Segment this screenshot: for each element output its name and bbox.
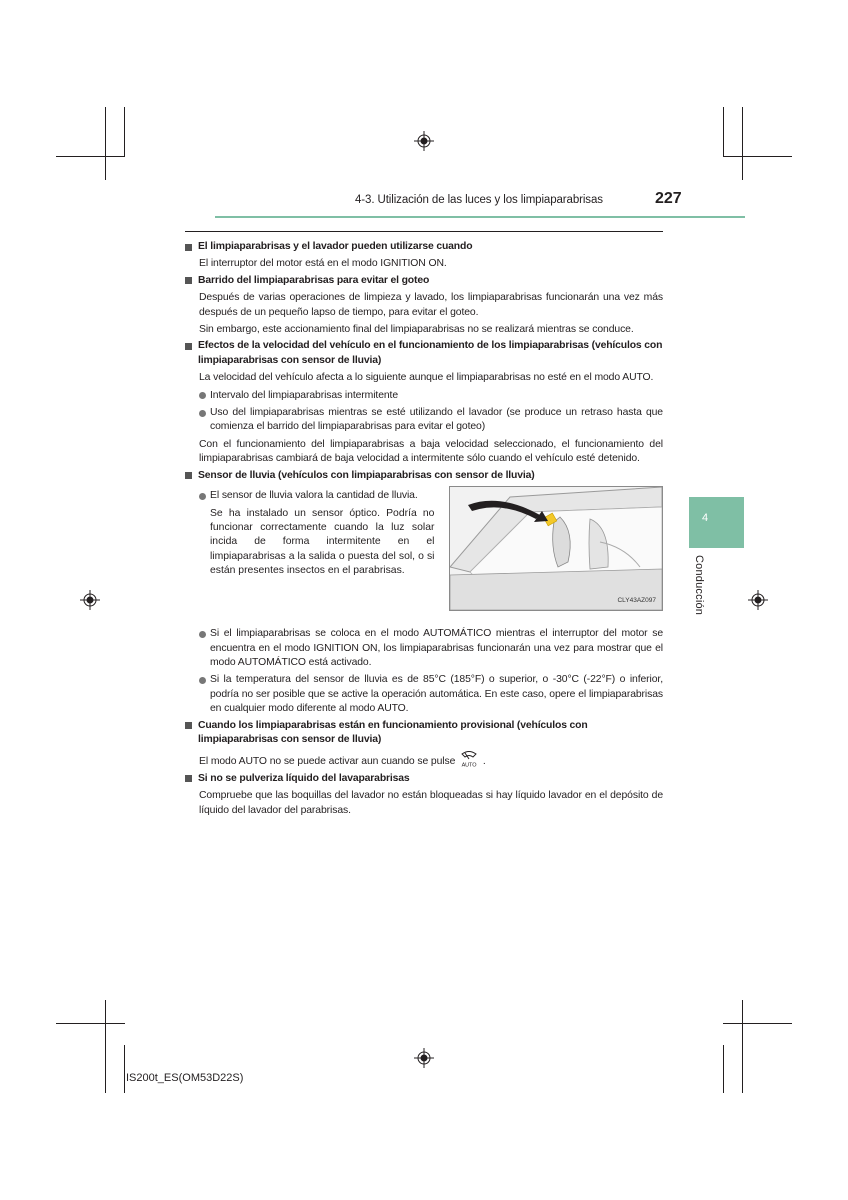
list-item: Si la temperatura del sensor de lluvia es de 85°C (185°F) o superior, o -30°C (-22°F) o inferior, podría no ser posible que se active la operación automática. En este caso, opere el limpiaparabrisas en cualquier modo diferente al modo AUTO. [185, 673, 663, 716]
list-item: Intervalo del limpiaparabrisas intermitente [185, 389, 663, 403]
paragraph: Se ha instalado un sensor óptico. Podría no funcionar correctamente cuando la luz solar incida de forma intermitente en el limpiaparabrisas a la salida o puesta del sol, o si están presentes insectos en el parabrisas. [210, 507, 435, 577]
square-bullet-icon [185, 775, 192, 782]
section-heading: Si no se pulveriza líquido del lavaparabrisas [185, 772, 663, 786]
list-item: El sensor de lluvia valora la cantidad de lluvia. [185, 489, 434, 503]
square-bullet-icon [185, 244, 192, 251]
section-heading: Sensor de lluvia (vehículos con limpiaparabrisas con sensor de lluvia) [185, 469, 663, 483]
wiper-auto-label: AUTO [461, 762, 477, 769]
registration-mark-icon [414, 1048, 434, 1068]
chapter-tab [689, 497, 744, 548]
square-bullet-icon [185, 343, 192, 350]
chapter-label: Conducción [693, 555, 705, 616]
round-bullet-icon [199, 493, 206, 500]
list-item: Uso del limpiaparabrisas mientras se esté utilizando el lavador (se produce un retraso hasta que comienza el barrido del limpiaparabrisas para evitar el goteo) [185, 406, 663, 435]
rain-sensor-text [185, 486, 434, 611]
paragraph: Con el funcionamiento del limpiaparabrisas a baja velocidad seleccionado, el funcionamiento del limpiaparabrisas cambiará de baja velocidad a intermitente sólo cuando el vehículo esté detenido. [199, 438, 663, 465]
crop-mark [56, 156, 125, 157]
crop-mark [105, 1000, 106, 1093]
square-bullet-icon [185, 472, 192, 479]
windshield-illustration [449, 486, 663, 611]
crop-mark [105, 107, 106, 180]
paragraph: La velocidad del vehículo afecta a lo siguiente aunque el limpiaparabrisas no esté en el modo AUTO. [199, 372, 654, 384]
crop-mark [124, 1045, 125, 1093]
page-number: 227 [655, 190, 682, 207]
header-rule [215, 216, 745, 218]
registration-mark-icon [748, 590, 768, 610]
chapter-number: 4 [701, 512, 709, 524]
main-content [185, 238, 663, 818]
crop-mark [723, 1045, 724, 1093]
section-heading: Efectos de la velocidad del vehículo en el funcionamiento de los limpiaparabrisas (vehículos con limpiaparabrisas con sensor de lluvia) [185, 339, 663, 368]
round-bullet-icon [199, 631, 206, 638]
paragraph: Sin embargo, este accionamiento final del limpiaparabrisas no se realizará mientras se conduce. [199, 324, 634, 336]
round-bullet-icon [199, 677, 206, 684]
section-title: 4-3. Utilización de las luces y los limpiaparabrisas [355, 194, 603, 206]
crop-mark [723, 107, 724, 157]
round-bullet-icon [199, 410, 206, 417]
section-heading: El limpiaparabrisas y el lavador pueden utilizarse cuando [185, 240, 663, 254]
crop-mark [742, 1000, 743, 1093]
wiper-auto-icon [458, 750, 480, 768]
paragraph: Compruebe que las boquillas del lavador no están bloqueadas si hay líquido lavador en el depósito de líquido del lavador del parabrisas. [199, 790, 663, 816]
round-bullet-icon [199, 392, 206, 399]
paragraph: Después de varias operaciones de limpieza y lavado, los limpiaparabrisas funcionarán una vez más después de un pequeño lapso de tiempo, para evitar el goteo. [199, 292, 663, 318]
document-code: IS200t_ES(OM53D22S) [126, 1072, 244, 1084]
section-heading: Cuando los limpiaparabrisas están en funcionamiento provisional (vehículos con limpiaparabrisas con sensor de lluvia) [185, 719, 663, 748]
crop-mark [124, 107, 125, 157]
section-heading: Barrido del limpiaparabrisas para evitar el goteo [185, 274, 663, 288]
content-rule [185, 231, 663, 232]
square-bullet-icon [185, 722, 192, 729]
crop-mark [742, 107, 743, 180]
crop-mark [723, 1023, 792, 1024]
paragraph: El modo AUTO no se puede activar aun cuando se pulse AUTO . [185, 750, 663, 769]
paragraph: El interruptor del motor está en el modo IGNITION ON. [199, 258, 447, 270]
registration-mark-icon [414, 131, 434, 151]
crop-mark [56, 1023, 125, 1024]
windshield-drawing-icon [450, 487, 662, 610]
list-item: Si el limpiaparabrisas se coloca en el modo AUTOMÁTICO mientras el interruptor del motor se encuentra en el modo IGNITION ON, los limpiaparabrisas funcionarán una vez para mostrar que el modo AUTOMÁTICO está activado. [185, 627, 663, 670]
figure-code: CLY43AZ097 [617, 596, 656, 604]
square-bullet-icon [185, 277, 192, 284]
rain-sensor-block [185, 486, 663, 611]
crop-mark [723, 156, 792, 157]
registration-mark-icon [80, 590, 100, 610]
